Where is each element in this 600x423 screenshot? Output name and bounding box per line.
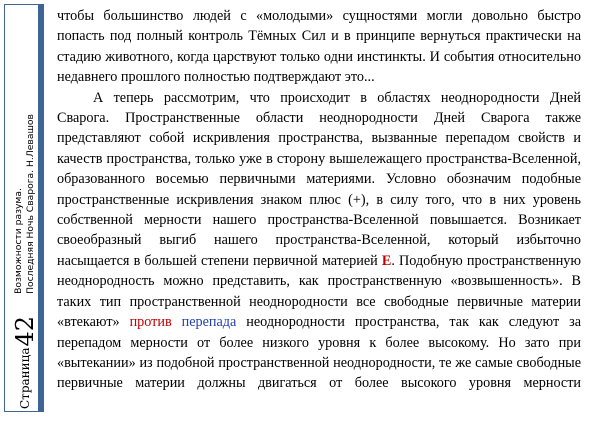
word-protiv: против (129, 314, 172, 331)
book-title (13, 114, 37, 294)
book-title-line-1: Возможности разума. (13, 188, 24, 294)
paragraph-2-part-c: неоднородности пространства, так как следуют за перепадом мерности от более низкого уровня к более высокому. Но зато при «вытекании» из подобной пространственной неоднородности, те же самые свободные первичные материи должны двигаться от более высокого уровня мерности (57, 314, 581, 392)
paragraph-2 (57, 88, 581, 394)
page-content (57, 6, 581, 394)
book-title-line-2: Последняя Ночь Сварога. Н.Левашов (25, 114, 36, 294)
paragraph-2-part-b: . Подобную пространственную неоднородность можно представить, как пространственную «возвышенность». В таких тип пространственной неоднородности все свободные первичные материи «втекают» (57, 252, 581, 331)
page-word: Страница (18, 347, 32, 409)
word-perepada: перепада (181, 314, 237, 331)
paragraph-1: чтобы большинство людей с «молодыми» сущностями могли довольно быстро попасть под полный контроль Тёмных Сил и в принципе вернуться практически на стадию животного, когда царствуют только одни инстинкты. И события относительно недавнего прошлого полностью подтверждают это... (57, 8, 581, 86)
sidebar-rotated-label (8, 9, 42, 409)
matter-e-letter: E (381, 252, 392, 269)
page-number: 42 (11, 315, 39, 347)
paragraph-2-part-a: А теперь рассмотрим, что происходит в областях неоднородности Дней Сварога. Пространственные области неоднородности Дней Сварога также представляют собой искривления пространства, вызванные перепадом свойств и качеств пространства, только уже в сторону вышележащего пространства-Вселенной, образованного восемью первичными материями. Условно обозначим подобные пространственные искривления знаком плюс (+), в силу того, что в них уровень собственной мерности нашего пространства-Вселенной повышается. Возникает своеобразный выгиб нашего пространства-Вселенной, который избыточно насыщается в большей степени первичной материей (57, 89, 581, 269)
page-sidebar (4, 4, 44, 412)
